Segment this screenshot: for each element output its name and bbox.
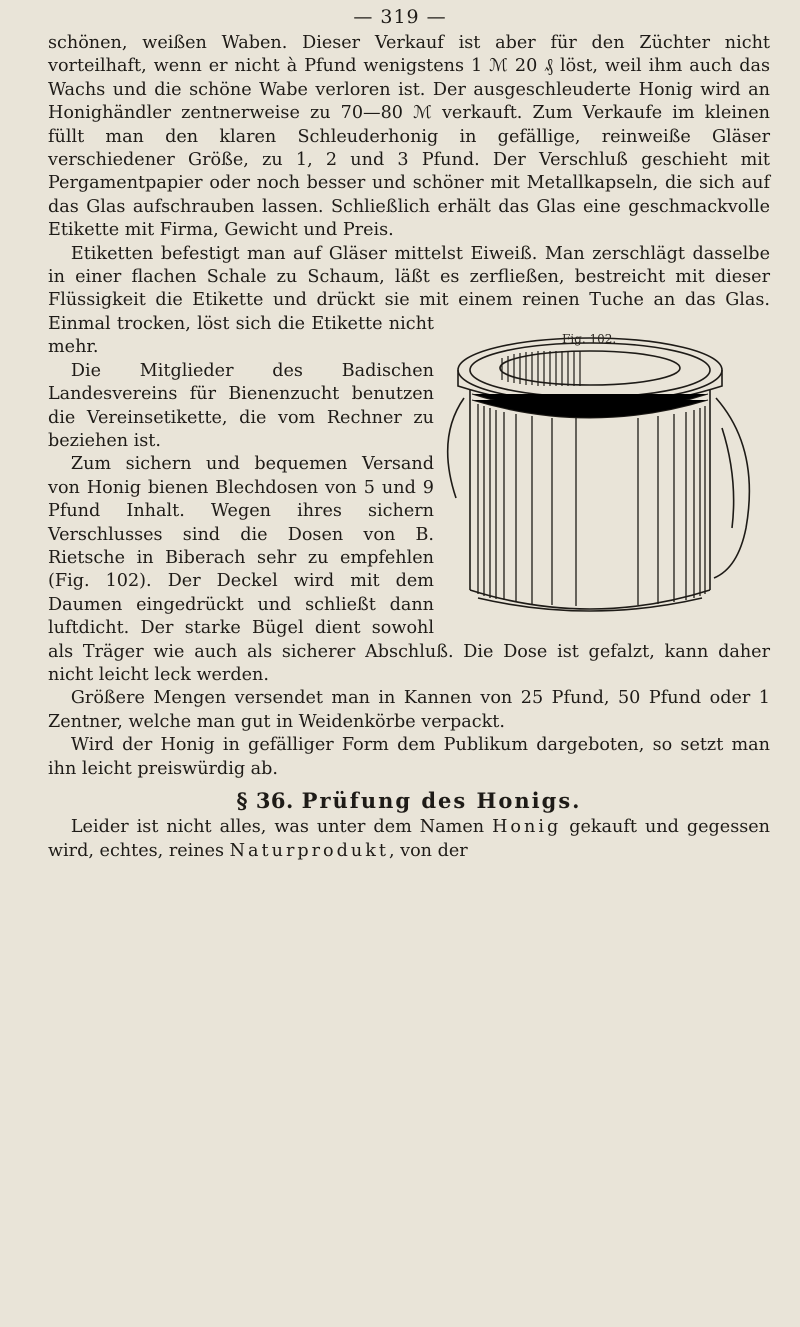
paragraph-3: Die Mitglieder des Badischen Landesvereins für Bienenzucht benutzen die Vereinsetikette, die vom Rechner zu beziehen ist. xyxy=(48,360,434,451)
p7-emphasis-naturprodukt: Naturprodukt xyxy=(229,840,389,861)
p7-text-b: gekauft und gegessen wird, echtes, reines xyxy=(48,817,770,861)
paragraph-5: Größere Mengen versendet man in Kannen von 25 Pfund, 50 Pfund oder 1 Zentner, welche man gut in Weidenkörbe verpackt. xyxy=(48,688,770,732)
honey-tin-illustration xyxy=(442,328,770,618)
p7-text-c: , von der xyxy=(388,840,468,861)
p7-text-a: Leider ist nicht alles, was unter dem Namen xyxy=(70,817,493,838)
section-number: § 36. xyxy=(236,788,294,813)
paragraph-1: schönen, weißen Waben. Dieser Verkauf ist aber für den Züchter nicht vorteilhaft, wenn er nicht à Pfund wenigstens 1 ℳ 20 ₰ löst, weil ihm auch das Wachs und die schöne Wabe verloren ist. Der ausgeschleuderte Honig wird an Honighändler zentnerweise zu 70—80 ℳ verkauft. Zum Verkaufe im kleinen füllt man den klaren Schleuderhonig in gefällige, reinweiße Gläser verschiedener Größe, zu 1, 2 und 3 Pfund. Der Verschluß geschieht mit Pergamentpapier oder noch besser und schöner mit Metallkapseln, die sich auf das Glas aufschrauben lassen. Schließlich erhält das Glas eine geschmackvolle Etikette mit Firma, Gewicht und Preis. xyxy=(48,33,770,241)
p7-emphasis-honig: Honig xyxy=(492,817,562,838)
section-title: Prüfung des Honigs. xyxy=(301,788,582,813)
paragraph-7 xyxy=(48,816,770,863)
figure-container xyxy=(442,32,770,630)
page-number: — 319 — xyxy=(353,6,447,28)
section-heading xyxy=(48,789,770,812)
figure-caption: Fig. 102. xyxy=(562,332,617,346)
paragraph-4: Zum sichern und bequemen Versand von Honig bienen Blechdosen von 5 und 9 Pfund Inhalt. Wegen ihres sichern Verschlusses sind die Dosen von B. Rietsche in Biberach sehr zu empfehlen (Fig. 102). Der Deckel wird mit dem Daumen eingedrückt und schließt dann luftdicht. Der starke Bügel dient sowohl als Träger wie auch als sicherer Abschluß. Die Dose ist gefalzt, kann daher nicht leicht leck werden. xyxy=(48,454,770,685)
honey-tin-figure xyxy=(442,328,770,618)
paragraph-2: Etiketten befestigt man auf Gläser mittelst Eiweiß. Man zerschlägt dasselbe in einer flachen Schale zu Schaum, läßt es zerfließen, bestreicht mit dieser Flüssigkeit die Etikette und drückt sie mit einem reinen Tuche an das Glas. Einmal trocken, löst sich die Etikette nicht mehr. xyxy=(48,243,770,358)
body-text xyxy=(48,32,770,863)
paragraph-6: Wird der Honig in gefälliger Form dem Publikum dargeboten, so setzt man ihn leicht preiswürdig ab. xyxy=(48,735,770,779)
